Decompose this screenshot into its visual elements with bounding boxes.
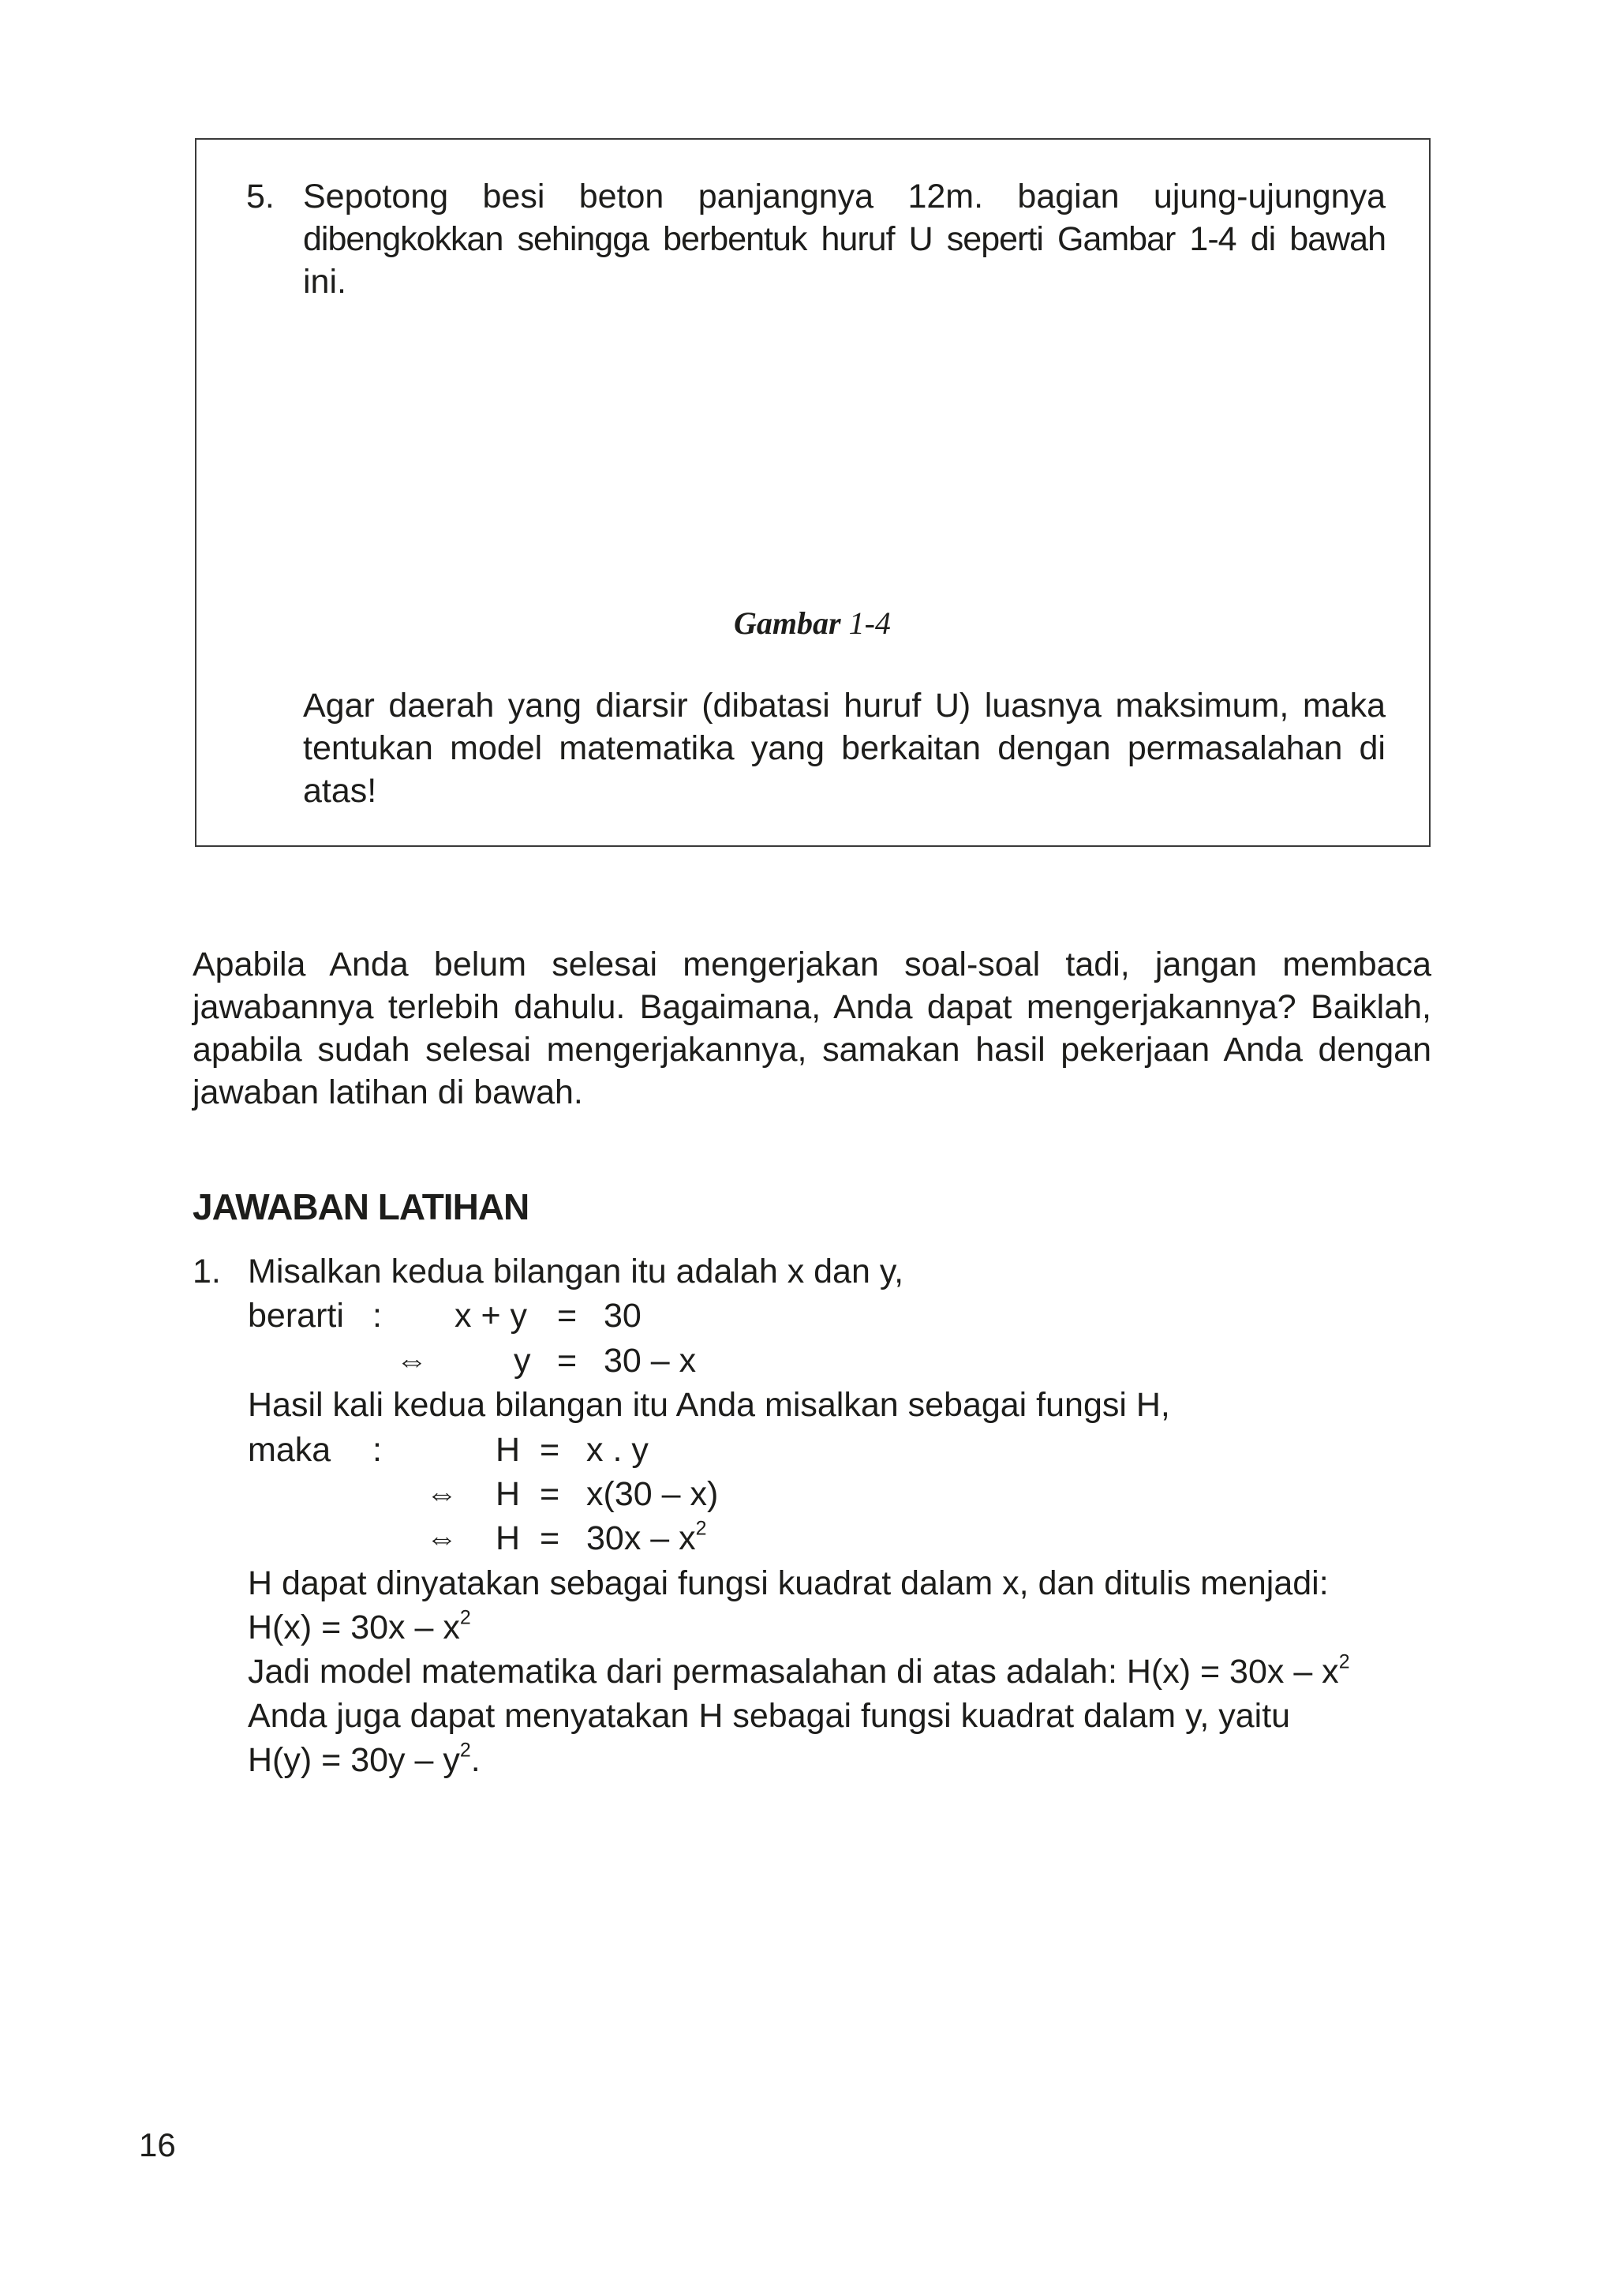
eq2-right: 30 – x — [604, 1342, 697, 1380]
answer-number: 1. — [193, 1253, 221, 1290]
exercise-line-1: Sepotong besi beton panjangnya 12m. bagian ujung-ujungnya — [303, 178, 1386, 215]
eq5-right-base: 30x – x — [586, 1519, 696, 1557]
page-number: 16 — [139, 2126, 176, 2163]
eq5-left: H — [496, 1519, 521, 1557]
jadi-base: Jadi model matematika dari permasalahan di atas adalah: H(x) = 30x – x — [248, 1653, 1339, 1691]
figure-caption-label: Gambar — [734, 605, 841, 641]
maka-colon: : — [372, 1431, 382, 1469]
eq2-left: y — [514, 1342, 531, 1380]
answer-line-1: Misalkan kedua bilangan itu adalah x dan y, — [248, 1253, 904, 1290]
intro-line-1: Apabila Anda belum selesai mengerjakan soal-soal tadi, jangan membaca — [193, 946, 1431, 983]
eq5-right — [586, 1517, 707, 1560]
answer-line-hasil: Hasil kali kedua bilangan itu Anda misalkan sebagai fungsi H, — [248, 1386, 1170, 1424]
answer-line-h-dapat: H dapat dinyatakan sebagai fungsi kuadrat dalam x, dan ditulis menjadi: — [248, 1564, 1329, 1602]
jadi-exponent: 2 — [1338, 1650, 1350, 1673]
intro-line-3: apabila sudah selesai mengerjakannya, samakan hasil pekerjaan Anda dengan — [193, 1031, 1431, 1069]
eq1-right: 30 — [604, 1297, 642, 1335]
eq4-equals: = — [540, 1475, 560, 1513]
eq5-equals: = — [540, 1519, 560, 1557]
exercise-line-2: dibengkokkan sehingga berbentuk huruf U seperti Gambar 1-4 di bawah — [303, 220, 1386, 258]
figure-caption — [734, 605, 891, 642]
hx-exponent: 2 — [459, 1606, 471, 1629]
eq1-left: x + y — [454, 1297, 528, 1335]
equivalence-icon: ⇔ — [396, 1343, 428, 1378]
intro-line-2: jawabannya terlebih dahulu. Bagaimana, Anda dapat mengerjakannya? Baiklah, — [193, 988, 1431, 1026]
hy-end: . — [470, 1741, 481, 1779]
question-line-2: tentukan model matematika yang berkaitan dengan permasalahan di — [303, 729, 1386, 767]
answer-line-hy — [248, 1739, 481, 1781]
eq4-right: x(30 – x) — [586, 1475, 719, 1513]
hy-base: H(y) = 30y – y — [248, 1741, 460, 1779]
answer-line-jadi — [248, 1650, 1350, 1693]
answer-line-anda: Anda juga dapat menyatakan H sebagai fungsi kuadrat dalam y, yaitu — [248, 1697, 1291, 1735]
hy-exponent: 2 — [459, 1739, 471, 1762]
eq1-equals: = — [557, 1297, 578, 1335]
equivalence-icon: ⇔ — [426, 1521, 458, 1556]
question-line-1: Agar daerah yang diarsir (dibatasi huruf U) luasnya maksimum, maka — [303, 687, 1386, 725]
berarti-colon: : — [372, 1297, 382, 1335]
eq5-exponent: 2 — [695, 1517, 707, 1540]
eq3-right: x . y — [586, 1431, 649, 1469]
exercise-number: 5. — [246, 178, 275, 215]
eq3-equals: = — [540, 1431, 560, 1469]
answer-line-hx — [248, 1606, 471, 1649]
exercise-line-3: ini. — [303, 263, 346, 301]
figure-caption-number: 1-4 — [840, 605, 891, 641]
berarti-label: berarti — [248, 1297, 344, 1335]
question-line-3: atas! — [303, 772, 377, 810]
answers-heading: JAWABAN LATIHAN — [193, 1186, 529, 1227]
eq4-left: H — [496, 1475, 521, 1513]
maka-label: maka — [248, 1431, 331, 1469]
eq2-equals: = — [557, 1342, 578, 1380]
intro-line-4: jawaban latihan di bawah. — [193, 1073, 583, 1111]
eq3-left: H — [496, 1431, 521, 1469]
equivalence-icon: ⇔ — [426, 1477, 458, 1511]
hx-base: H(x) = 30x – x — [248, 1609, 460, 1646]
